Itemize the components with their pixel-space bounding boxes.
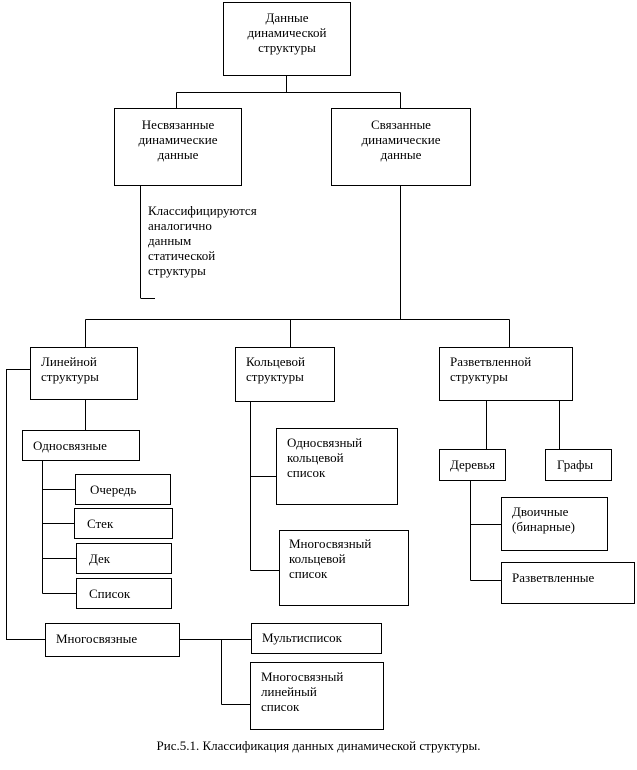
node-stack	[74, 508, 173, 539]
node-trees-label: Деревья	[450, 457, 496, 472]
node-unlinked	[114, 108, 242, 186]
node-linear	[30, 347, 138, 400]
node-multi-ring-label: Многосвязный кольцевой список	[289, 536, 372, 581]
node-linear-label: Линейной структуры	[41, 354, 99, 384]
node-multi-linear-label: Многосвязный линейный список	[261, 669, 344, 714]
node-stack-label: Стек	[87, 516, 114, 531]
node-ring-label: Кольцевой структуры	[246, 354, 306, 384]
node-single-ring	[276, 428, 398, 505]
node-branched-trees	[501, 562, 635, 604]
node-graphs-label: Графы	[557, 457, 594, 472]
node-single-ring-label: Односвязный кольцевой список	[287, 435, 363, 480]
node-multiply	[45, 623, 180, 657]
node-graphs	[545, 449, 612, 481]
node-queue-label: Очередь	[90, 482, 137, 497]
node-list-label: Список	[89, 586, 131, 601]
node-singly-label: Односвязные	[33, 438, 107, 453]
node-deque	[76, 543, 172, 574]
node-queue	[75, 474, 171, 505]
node-root	[223, 2, 351, 76]
node-branched-label: Разветвленной структуры	[450, 354, 532, 384]
node-trees	[439, 449, 506, 481]
node-singly	[22, 430, 140, 461]
node-multi-ring	[279, 530, 409, 606]
node-linked	[331, 108, 471, 186]
node-linked-label: Связанные динамические данные	[361, 117, 441, 162]
node-deque-label: Дек	[89, 551, 111, 566]
node-multiply-label: Многосвязные	[56, 631, 138, 646]
node-binary	[501, 497, 608, 551]
node-root-label: Данные динамической структуры	[247, 10, 327, 55]
node-branched-trees-label: Разветвленные	[512, 570, 595, 585]
figure-caption: Рис.5.1. Классификация данных динамической структуры.	[156, 738, 481, 753]
node-multilist-label: Мультисписок	[262, 630, 342, 645]
node-binary-label: Двоичные (бинарные)	[512, 504, 575, 534]
node-ring	[235, 347, 335, 402]
node-list	[76, 578, 172, 609]
node-multi-linear	[250, 662, 384, 730]
node-multilist	[251, 623, 382, 654]
node-unlinked-label: Несвязанные динамические данные	[138, 117, 218, 162]
classified-note: Классифицируются аналогично данным статической структуры	[148, 203, 257, 278]
node-branched	[439, 347, 573, 401]
